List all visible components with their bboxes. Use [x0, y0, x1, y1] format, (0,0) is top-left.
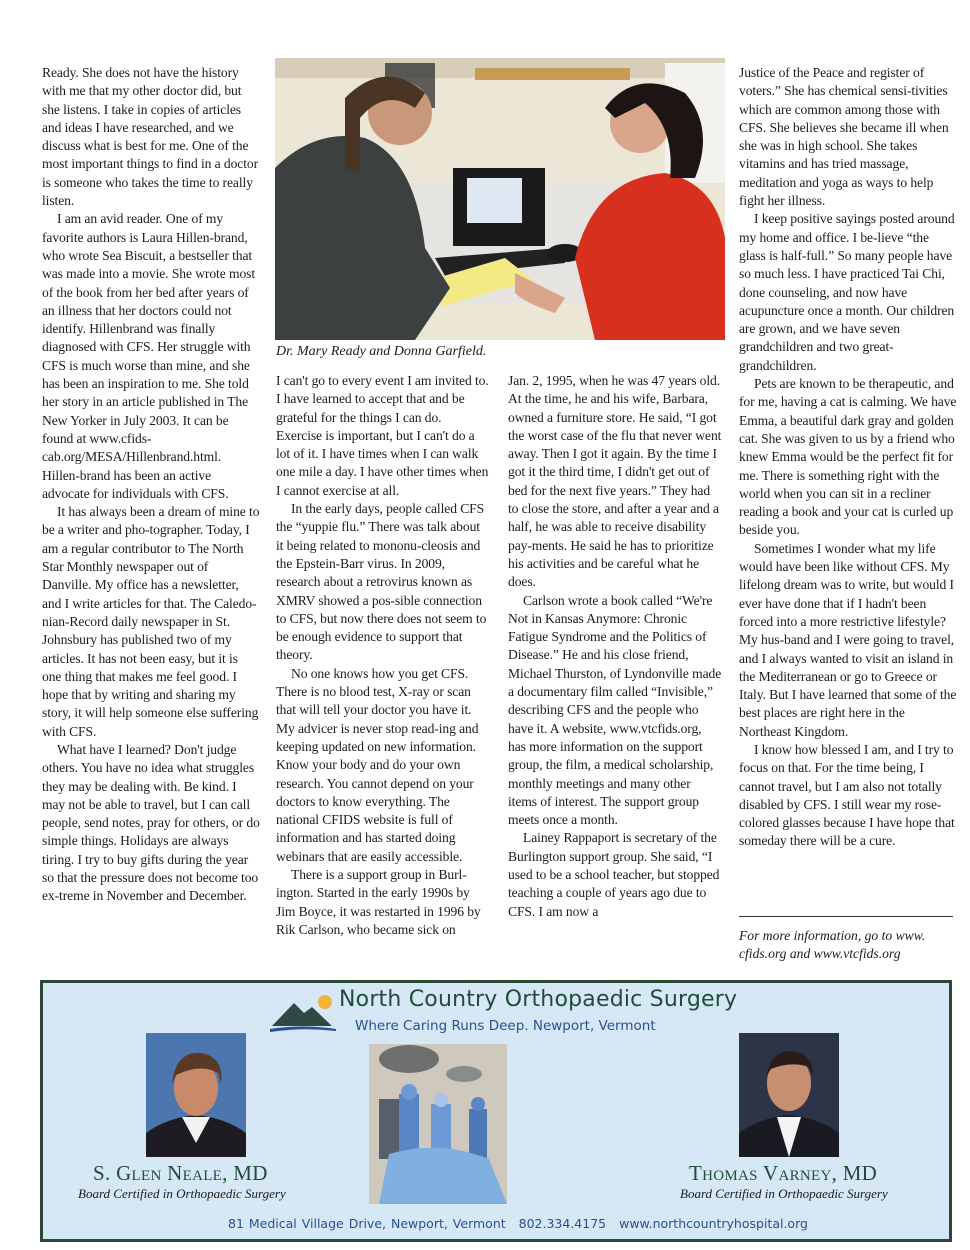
ad-tagline: Where Caring Runs Deep. Newport, Vermont [355, 1018, 656, 1034]
article-column-2 [276, 372, 490, 939]
divider [739, 916, 953, 917]
ad-contact-line [228, 1216, 816, 1231]
photo-caption: Dr. Mary Ready and Donna Garfield. [276, 344, 487, 359]
mountain-sun-logo-icon [268, 993, 338, 1035]
ad-phone: 802.334.4175 [518, 1216, 607, 1231]
paragraph: It has always been a dream of mine to be a writer and pho-tographer. Today, I am a regular contributor to The North Star Monthly newspaper out of Danville. My office has a newsletter, and I write articles for that. The Caledo-nian-Record daily newspaper in St. Johnsbury has published two of my articles. It has not been easy, but it is one thing that makes me feel good. I hope that by writing and sharing my story, it will help someone else suffering with CFS. [42, 504, 260, 739]
paragraph: What have I learned? Don't judge others. You have no idea what struggles they may be dealing with. Be kind. I may not be able to travel, but I can call people, send notes, pray for others, or do simple things. Holidays are always tiring. I try to buy gifts during the year so that the pressure does not become too ex-treme in November and December. [42, 741, 260, 904]
paragraph: I keep positive sayings posted around my home and office. I be-lieve “the glass is half-full.” So many people have so much less. I have practiced Tai Chi, done counseling, and now have acupuncture once a month. Our children are grown, and we have seven grandchildren and two great-grandchildren. [739, 211, 955, 373]
paragraph: Ready. She does not have the history with me that my other doctor did, but she listens. I take in copies of articles and ideas I have researched, and we discuss what is best for me. One of the most important things to find in a doctor is someone who takes the time to really listen. [42, 65, 259, 209]
doctor-name: S. Glen Neale, MD [93, 1161, 268, 1185]
doctor-credential: Board Certified in Orthopaedic Surgery [680, 1186, 888, 1201]
paragraph: Jan. 2, 1995, when he was 47 years old. At the time, he and his wife, Barbara, owned a furniture store. He said, “I got the worst case of the flu that never went away. Then I got it again. By the time I got it the third time, I didn't get out of bed for the next five years.” They had to close the store, and after a year and a half, he was able to receive disability pay-ments. He said he has to prioritize his activities and be careful what he does. [508, 373, 722, 590]
doctor-portrait [739, 1033, 839, 1157]
paragraph: There is a support group in Burl-ington. Started in the early 1990s by Jim Boyce, it was restarted in 1996 by Rik Carlson, who became sick on [276, 867, 481, 937]
ad-title: North Country Orthopaedic Surgery [339, 987, 738, 1012]
article-column-1 [42, 64, 260, 906]
paragraph: No one knows how you get CFS. There is no blood test, X-ray or scan that will tell your doctor you have it. My advicer is never stop read-ing and keeping updated on new information. Know your body and do your own research. You cannot depend on your doctors to know everything. The national CFIDS website is full of information and has started doing webinars that are easily accessible. [276, 665, 479, 864]
more-info-note: For more information, go to www. cfids.org and www.vtcfids.org [739, 928, 926, 962]
paragraph: Pets are known to be therapeutic, and for me, having a cat is calming. We have Emma, a beautiful dark gray and golden cat. She was given to us by a friend who knew Emma would be the perfect fit for me. There is something right with the world when you can sit in a recliner reading a book and your cat is curled up beside you. [739, 376, 957, 538]
advertisement[interactable] [40, 980, 952, 1242]
doctor-patient-photo [275, 58, 725, 340]
ad-website-link[interactable]: www.northcountryhospital.org [619, 1216, 808, 1231]
paragraph: Carlson wrote a book called “We're Not in Kansas Anymore: Chronic Fatigue Syndrome and the Politics of Disease.” He and his close friend, Michael Thurston, of Lyndonville made a documentary film called “Invisible,” describing CFS and the people who have it. A website, www.vtcfids.org, has more information on the support group, the film, a medical scholarship, monthly meetings and many other items of interest. The support group meets once a month. [508, 592, 722, 828]
doctor-credential: Board Certified in Orthopaedic Surgery [78, 1186, 286, 1201]
ad-address: 81 Medical Village Drive, Newport, Vermont [228, 1216, 506, 1231]
paragraph: I am an avid reader. One of my favorite authors is Laura Hillen-brand, who wrote Sea Biscuit, a bestseller that was made into a movie. She wrote most of the book from her bed after years of an illness that her doctors could not identify. Hillenbrand was finally diagnosed with CFS. Her struggle with CFS is much worse than mine, and she has been an inspiration to me. She told her story in an article published in The New Yorker in July 2003. It can be found at www.cfids-cab.org/MESA/Hillenbrand.html. Hillen-brand has been an active advocate for individuals with CFS. [42, 211, 256, 501]
article-column-4 [739, 64, 957, 851]
article-column-3 [508, 372, 722, 921]
paragraph: I know how blessed I am, and I try to focus on that. For the time being, I cannot travel, but I am also not totally disabled by CFS. I still wear my rose-colored glasses because I have hope that someday there will be a cure. [739, 741, 955, 849]
paragraph: Sometimes I wonder what my life would have been like without CFS. My lifelong dream was to write, but would I ever have done that if I hadn't been forced into a more restrictive lifestyle? My hus-band and I were going to travel, and I always wanted to visit an island in the Mediterranean or go to Greece or Italy. But I have learned that some of the best places are right here in the Northeast Kingdom. [739, 540, 957, 739]
doctor-portrait [146, 1033, 246, 1157]
paragraph: I can't go to every event I am invited to. I have learned to accept that and be grateful for the things I can do. Exercise is important, but I can't do a lot of it. I have times when I can walk one mile a day. I have other times when I cannot exercise at all. [276, 373, 489, 498]
operating-room-photo [369, 1044, 507, 1204]
paragraph: In the early days, people called CFS the “yuppie flu.” There was talk about it being related to mononu-cleosis and the Epstein-Barr virus. In 2009, research about a retrovirus known as XMRV showed a pos-sible connection to CFS, but now there does not seem to be enough evidence to support that theory. [276, 501, 487, 663]
doctor-name: Thomas Varney, MD [689, 1161, 878, 1185]
paragraph: Justice of the Peace and register of voters.” She has chemical sensi-tivities which are common among those with CFS. She believes she became ill when she was in high school. She takes vitamins and has tried massage, meditation and yoga as ways to help fight her illness. [739, 65, 949, 209]
paragraph: Lainey Rappaport is secretary of the Burlington support group. She said, “I used to be a school teacher, but stopped teaching a couple of years ago due to CFS. I am now a [508, 830, 720, 919]
article-photo [275, 58, 725, 340]
